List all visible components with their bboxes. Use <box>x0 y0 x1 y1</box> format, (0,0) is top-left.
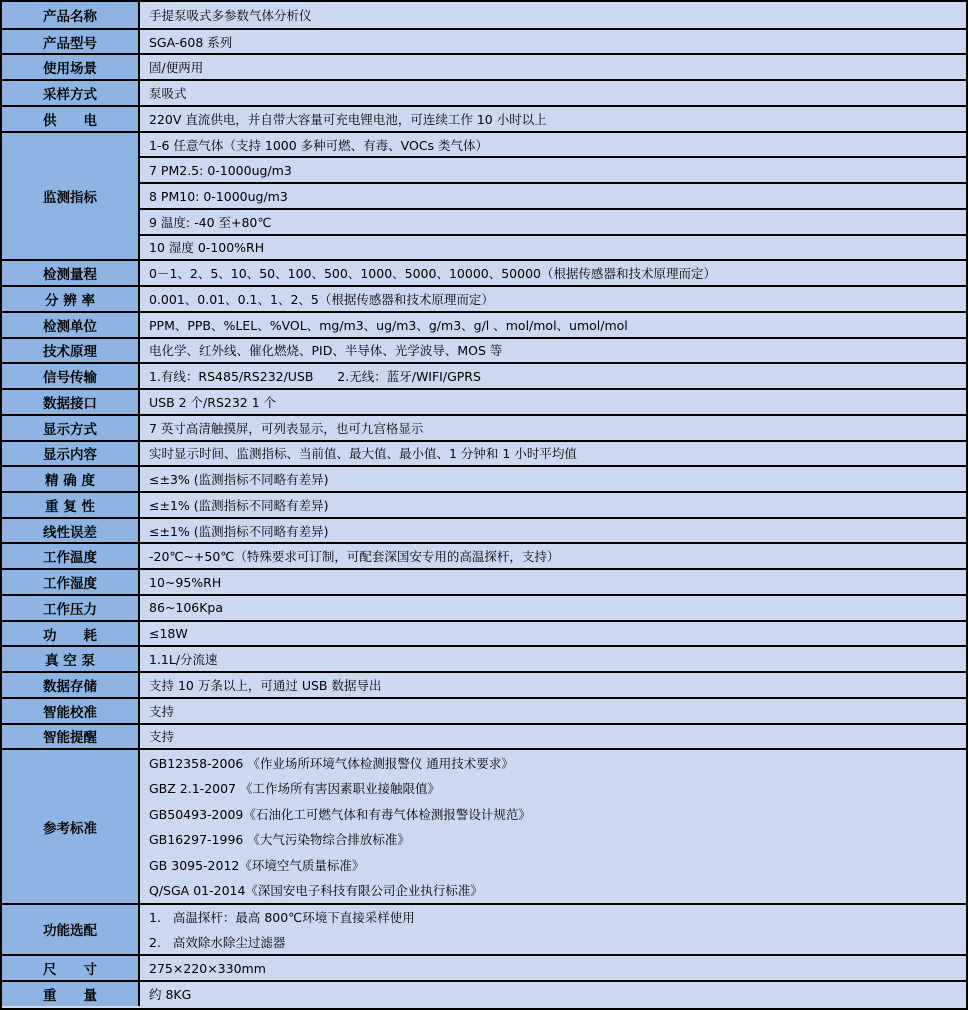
monitoring-indicator-item: 9 温度: -40 至+80℃ <box>140 208 966 234</box>
monitoring-indicator-item: 7 PM2.5: 0-1000ug/m3 <box>140 156 966 182</box>
reference-standard-item: Q/SGA 01-2014《深国安电子科技有限公司企业执行标准》 <box>149 883 483 899</box>
spec-label: 线性误差 <box>2 519 140 543</box>
spec-value: 10~95%RH <box>149 574 222 590</box>
spec-value: 固/便两用 <box>149 60 204 76</box>
spec-value: 电化学、红外线、催化燃烧、PID、半导体、光学波导、MOS 等 <box>149 343 503 359</box>
spec-label: 工作压力 <box>2 596 140 620</box>
spec-label: 检测量程 <box>2 261 140 285</box>
spec-label: 智能提醒 <box>2 725 140 749</box>
spec-label: 产品型号 <box>2 30 140 54</box>
spec-label: 工作温度 <box>2 544 140 568</box>
row-weight <box>2 980 966 1006</box>
reference-standard-item: GB50493-2009《石油化工可燃气体和有毒气体检测报警设计规范》 <box>149 806 531 822</box>
spec-value: 7 英寸高清触摸屏，可列表显示，也可九宫格显示 <box>149 420 424 436</box>
spec-label: 尺 寸 <box>2 956 140 980</box>
spec-value: 86~106Kpa <box>149 600 224 616</box>
row-display-content <box>2 440 966 466</box>
optional-feature-list <box>140 905 966 954</box>
row-dimensions <box>2 954 966 980</box>
spec-label: 监测指标 <box>2 133 140 260</box>
spec-value: ≤18W <box>149 626 188 641</box>
monitoring-indicator-list <box>140 133 966 260</box>
row-working-pressure <box>2 594 966 620</box>
spec-value: ≤±3% (监测指标不同略有差异) <box>149 472 329 488</box>
reference-standard-item: GB12358-2006 《作业场所环境气体检测报警仪 通用技术要求》 <box>149 756 514 772</box>
row-linearity-error <box>2 517 966 543</box>
spec-label: 采样方式 <box>2 81 140 105</box>
spec-value: 支持 10 万条以上，可通过 USB 数据导出 <box>149 677 382 693</box>
row-detection-unit <box>2 311 966 337</box>
row-working-temperature <box>2 542 966 568</box>
spec-value: -20℃~+50℃（特殊要求可订制，可配套深国安专用的高温探杆，支持） <box>149 549 560 565</box>
spec-value: ≤±1% (监测指标不同略有差异) <box>149 497 329 513</box>
spec-value: 220V 直流供电，并自带大容量可充电锂电池，可连续工作 10 小时以上 <box>149 111 547 127</box>
spec-label: 数据接口 <box>2 390 140 414</box>
spec-value: SGA-608 系列 <box>149 34 233 50</box>
spec-value: 实时显示时间、监测指标、当前值、最大值、最小值、1 分钟和 1 小时平均值 <box>149 446 577 462</box>
row-technical-principle <box>2 337 966 363</box>
spec-value: 275×220×330mm <box>149 960 266 976</box>
row-model <box>2 28 966 54</box>
row-power-supply <box>2 105 966 131</box>
spec-value: 0.001、0.01、0.1、1、2、5（根据传感器和技术原理而定） <box>149 291 494 307</box>
spec-value: 支持 <box>149 703 175 719</box>
spec-label: 供 电 <box>2 107 140 131</box>
row-data-interface <box>2 388 966 414</box>
monitoring-indicator-item: 8 PM10: 0-1000ug/m3 <box>140 182 966 208</box>
spec-label: 检测单位 <box>2 313 140 337</box>
spec-value: ≤±1% (监测指标不同略有差异) <box>149 523 329 539</box>
spec-label: 智能校准 <box>2 699 140 723</box>
row-data-storage <box>2 671 966 697</box>
row-product-name <box>2 2 966 28</box>
row-accuracy <box>2 465 966 491</box>
spec-value: 1.1L/分流速 <box>149 652 218 668</box>
spec-label: 重 量 <box>2 982 140 1006</box>
row-smart-reminder <box>2 723 966 749</box>
optional-feature-item: 1. 高温探杆：最高 800℃环境下直接采样使用 <box>149 910 415 926</box>
row-vacuum-pump <box>2 645 966 671</box>
row-working-humidity <box>2 568 966 594</box>
spec-label: 重 复 性 <box>2 493 140 517</box>
spec-label: 技术原理 <box>2 339 140 363</box>
spec-value: 0－1、2、5、10、50、100、500、1000、5000、10000、50000（根据传感器和技术原理而定） <box>149 266 716 282</box>
spec-label: 参考标准 <box>2 750 140 902</box>
reference-standard-item: GB 3095-2012《环境空气质量标准》 <box>149 857 365 873</box>
spec-label: 显示内容 <box>2 442 140 466</box>
spec-value: 泵吸式 <box>149 86 187 102</box>
spec-label: 使用场景 <box>2 55 140 79</box>
spec-label: 真 空 泵 <box>2 647 140 671</box>
spec-value: 1.有线：RS485/RS232/USB 2.无线：蓝牙/WIFI/GPRS <box>149 369 481 385</box>
spec-label: 信号传输 <box>2 364 140 388</box>
monitoring-indicator-item: 10 湿度 0-100%RH <box>140 234 966 260</box>
optional-feature-item: 2. 高效除水除尘过滤器 <box>149 934 286 950</box>
spec-label: 数据存储 <box>2 673 140 697</box>
spec-value: 支持 <box>149 729 175 745</box>
row-sampling-method <box>2 79 966 105</box>
row-signal-transmission <box>2 362 966 388</box>
spec-value: PPM、PPB、%LEL、%VOL、mg/m3、ug/m3、g/m3、g/l 、mol/mol、umol/mol <box>149 317 628 333</box>
spec-value: 约 8KG <box>149 986 192 1002</box>
spec-label: 分 辨 率 <box>2 287 140 311</box>
row-usage-scene <box>2 53 966 79</box>
reference-standard-list <box>140 750 966 902</box>
row-smart-calibration <box>2 697 966 723</box>
row-power-consumption <box>2 620 966 646</box>
spec-value: 手提泵吸式多参数气体分析仪 <box>149 7 312 23</box>
row-repeatability <box>2 491 966 517</box>
reference-standard-item: GBZ 2.1-2007 《工作场所有害因素职业接触限值》 <box>149 781 440 797</box>
reference-standard-item: GB16297-1996 《大气污染物综合排放标准》 <box>149 832 410 848</box>
spec-label: 产品名称 <box>2 2 140 28</box>
monitoring-indicator-item: 1-6 任意气体（支持 1000 多种可燃、有毒、VOCs 类气体） <box>149 137 489 153</box>
row-detection-range <box>2 259 966 285</box>
row-monitoring-indicators <box>2 131 966 260</box>
spec-value: USB 2 个/RS232 1 个 <box>149 394 277 410</box>
row-display-mode <box>2 414 966 440</box>
row-resolution <box>2 285 966 311</box>
spec-label: 工作湿度 <box>2 570 140 594</box>
row-reference-standards <box>2 748 966 902</box>
spec-label: 功能选配 <box>2 905 140 954</box>
row-optional-features <box>2 903 966 954</box>
spec-label: 精 确 度 <box>2 467 140 491</box>
spec-label: 功 耗 <box>2 622 140 646</box>
spec-label: 显示方式 <box>2 416 140 440</box>
